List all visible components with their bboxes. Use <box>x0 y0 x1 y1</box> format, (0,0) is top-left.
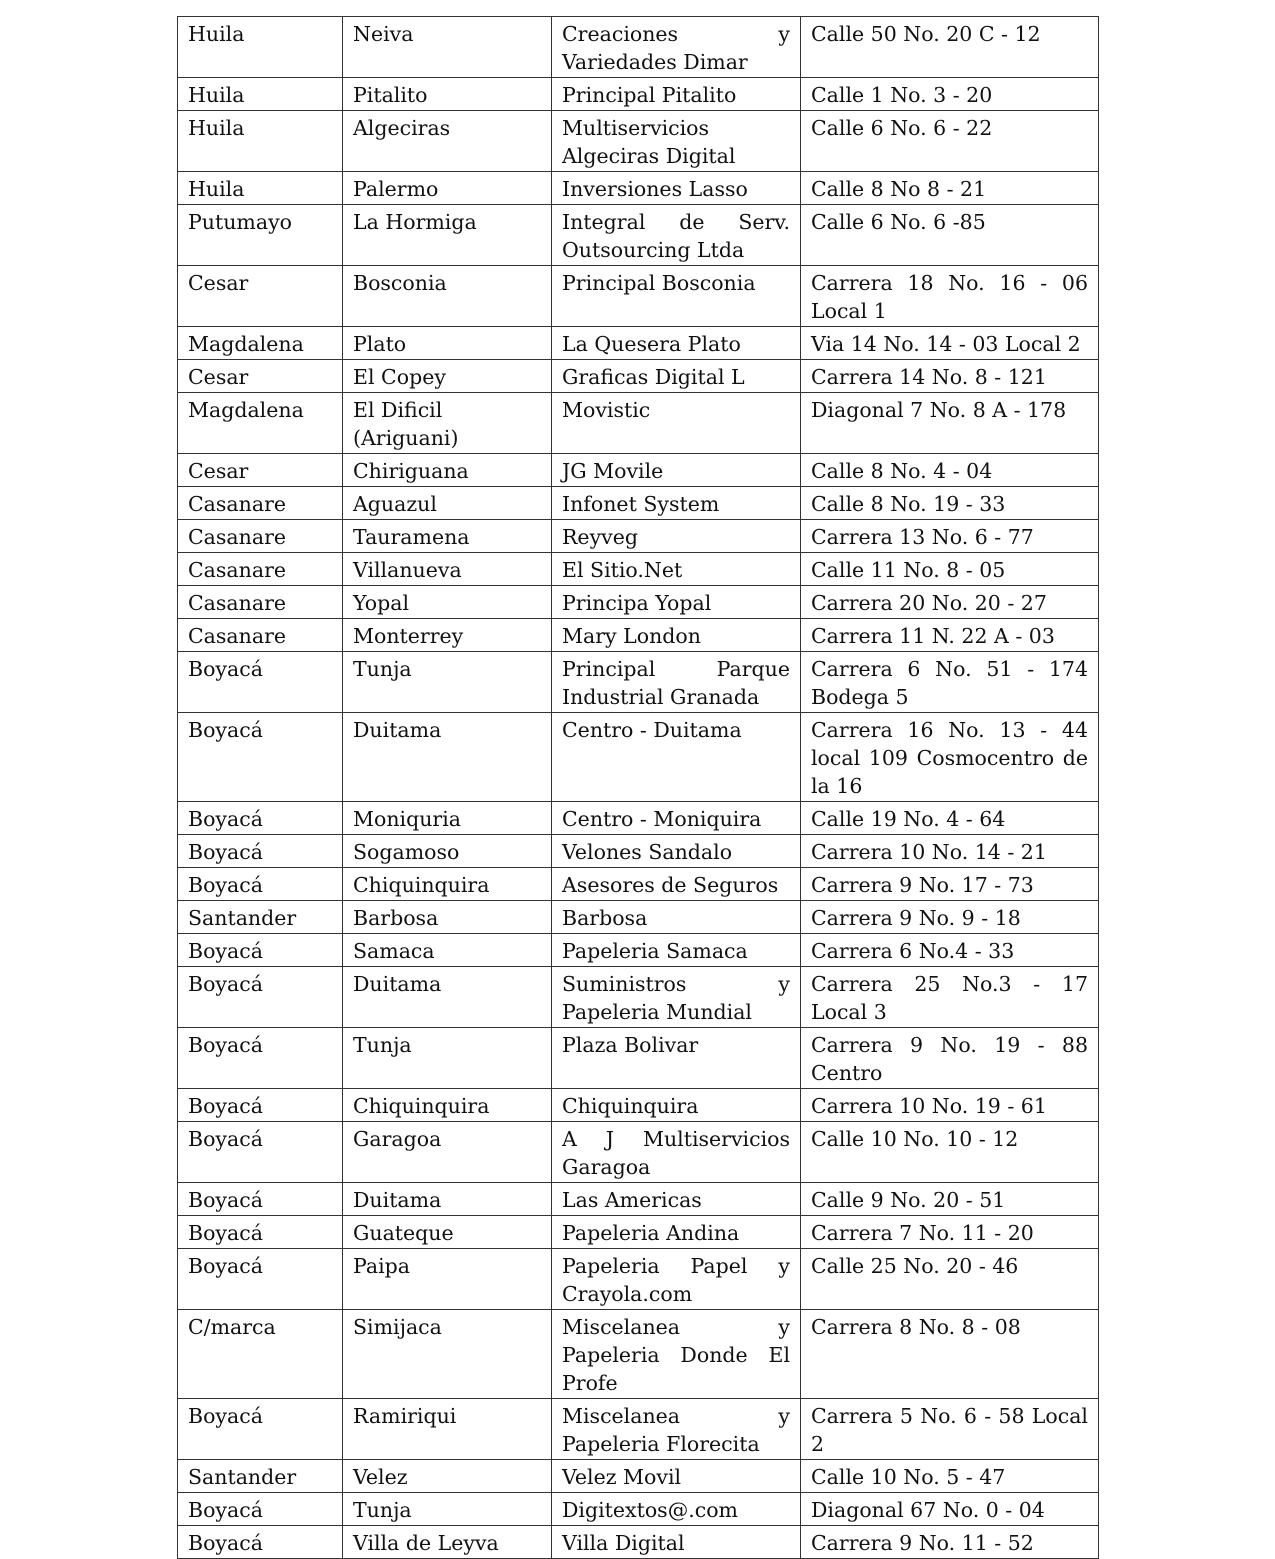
city-cell: Guateque <box>343 1216 552 1249</box>
city-cell: Samaca <box>343 934 552 967</box>
table-row <box>178 454 1099 487</box>
department-cell: Boyacá <box>178 1493 343 1526</box>
table-row <box>178 1089 1099 1122</box>
business-name-cell: El Sitio.Net <box>552 553 801 586</box>
table-row <box>178 1249 1099 1310</box>
address-cell: Carrera 10 No. 14 - 21 <box>801 835 1099 868</box>
city-cell: Moniquria <box>343 802 552 835</box>
table-row <box>178 1460 1099 1493</box>
address-cell: Calle 8 No. 19 - 33 <box>801 487 1099 520</box>
city-cell: Bosconia <box>343 266 552 327</box>
address-cell: Calle 8 No 8 - 21 <box>801 172 1099 205</box>
department-cell: Magdalena <box>178 393 343 454</box>
table-row <box>178 1310 1099 1399</box>
department-cell: Boyacá <box>178 1216 343 1249</box>
department-cell: Boyacá <box>178 1399 343 1460</box>
address-cell: Carrera 11 N. 22 A - 03 <box>801 619 1099 652</box>
table-row <box>178 1122 1099 1183</box>
business-name-cell: JG Movile <box>552 454 801 487</box>
table-row <box>178 1216 1099 1249</box>
department-cell: Santander <box>178 1460 343 1493</box>
city-cell: Chiquinquira <box>343 1089 552 1122</box>
address-cell: Via 14 No. 14 - 03 Local 2 <box>801 327 1099 360</box>
table-row <box>178 360 1099 393</box>
city-cell: Simijaca <box>343 1310 552 1399</box>
table-row <box>178 1028 1099 1089</box>
department-cell: Boyacá <box>178 835 343 868</box>
table-row <box>178 901 1099 934</box>
business-name-cell: Asesores de Seguros <box>552 868 801 901</box>
table-row <box>178 487 1099 520</box>
business-name-cell: Papeleria Andina <box>552 1216 801 1249</box>
table-row <box>178 520 1099 553</box>
address-cell: Calle 9 No. 20 - 51 <box>801 1183 1099 1216</box>
address-cell: Carrera 9 No. 17 - 73 <box>801 868 1099 901</box>
table-row <box>178 586 1099 619</box>
city-cell: Tunja <box>343 652 552 713</box>
address-cell: Carrera 20 No. 20 - 27 <box>801 586 1099 619</box>
business-name-cell: Miscelanea y Papeleria Florecita <box>552 1399 801 1460</box>
address-cell: Diagonal 67 No. 0 - 04 <box>801 1493 1099 1526</box>
city-cell: Yopal <box>343 586 552 619</box>
city-cell: Barbosa <box>343 901 552 934</box>
address-cell: Diagonal 7 No. 8 A - 178 <box>801 393 1099 454</box>
department-cell: C/marca <box>178 1310 343 1399</box>
address-cell: Calle 10 No. 10 - 12 <box>801 1122 1099 1183</box>
address-cell: Carrera 9 No. 11 - 52 <box>801 1526 1099 1559</box>
address-cell: Carrera 5 No. 6 - 58 Local 2 <box>801 1399 1099 1460</box>
city-cell: Plato <box>343 327 552 360</box>
business-name-cell: A J Multiservicios Garagoa <box>552 1122 801 1183</box>
city-cell: Paipa <box>343 1249 552 1310</box>
city-cell: Pitalito <box>343 78 552 111</box>
city-cell: Palermo <box>343 172 552 205</box>
business-name-cell: Centro - Moniquira <box>552 802 801 835</box>
department-cell: Boyacá <box>178 868 343 901</box>
department-cell: Huila <box>178 78 343 111</box>
city-cell: Villanueva <box>343 553 552 586</box>
city-cell: Ramiriqui <box>343 1399 552 1460</box>
table-row <box>178 967 1099 1028</box>
city-cell: Duitama <box>343 713 552 802</box>
table-row <box>178 327 1099 360</box>
business-name-cell: Infonet System <box>552 487 801 520</box>
city-cell: Monterrey <box>343 619 552 652</box>
department-cell: Boyacá <box>178 802 343 835</box>
business-name-cell: Papeleria Samaca <box>552 934 801 967</box>
address-cell: Calle 8 No. 4 - 04 <box>801 454 1099 487</box>
table-row <box>178 1526 1099 1559</box>
address-cell: Carrera 25 No.3 - 17 Local 3 <box>801 967 1099 1028</box>
department-cell: Cesar <box>178 360 343 393</box>
department-cell: Cesar <box>178 266 343 327</box>
table-row <box>178 802 1099 835</box>
department-cell: Huila <box>178 172 343 205</box>
table-row <box>178 553 1099 586</box>
table-row <box>178 652 1099 713</box>
city-cell: Velez <box>343 1460 552 1493</box>
address-cell: Calle 11 No. 8 - 05 <box>801 553 1099 586</box>
table-row <box>178 1493 1099 1526</box>
business-name-cell: Miscelanea y Papeleria Donde El Profe <box>552 1310 801 1399</box>
table-row <box>178 713 1099 802</box>
address-cell: Carrera 6 No. 51 - 174 Bodega 5 <box>801 652 1099 713</box>
business-name-cell: Principal Pitalito <box>552 78 801 111</box>
address-cell: Calle 50 No. 20 C - 12 <box>801 17 1099 78</box>
business-name-cell: La Quesera Plato <box>552 327 801 360</box>
city-cell: Duitama <box>343 967 552 1028</box>
locations-table <box>177 16 1099 1559</box>
city-cell: Algeciras <box>343 111 552 172</box>
department-cell: Huila <box>178 111 343 172</box>
table-row <box>178 619 1099 652</box>
city-cell: Sogamoso <box>343 835 552 868</box>
address-cell: Carrera 16 No. 13 - 44 local 109 Cosmocentro de la 16 <box>801 713 1099 802</box>
business-name-cell: Las Americas <box>552 1183 801 1216</box>
business-name-cell: Movistic <box>552 393 801 454</box>
business-name-cell: Multiservicios Algeciras Digital <box>552 111 801 172</box>
city-cell: Garagoa <box>343 1122 552 1183</box>
address-cell: Calle 10 No. 5 - 47 <box>801 1460 1099 1493</box>
business-name-cell: Velones Sandalo <box>552 835 801 868</box>
department-cell: Boyacá <box>178 967 343 1028</box>
city-cell: Tauramena <box>343 520 552 553</box>
business-name-cell: Centro - Duitama <box>552 713 801 802</box>
business-name-cell: Principal Bosconia <box>552 266 801 327</box>
department-cell: Casanare <box>178 586 343 619</box>
business-name-cell: Villa Digital <box>552 1526 801 1559</box>
business-name-cell: Chiquinquira <box>552 1089 801 1122</box>
business-name-cell: Principa Yopal <box>552 586 801 619</box>
city-cell: El Copey <box>343 360 552 393</box>
address-cell: Calle 1 No. 3 - 20 <box>801 78 1099 111</box>
address-cell: Carrera 9 No. 9 - 18 <box>801 901 1099 934</box>
department-cell: Boyacá <box>178 1028 343 1089</box>
business-name-cell: Digitextos@.com <box>552 1493 801 1526</box>
address-cell: Calle 19 No. 4 - 64 <box>801 802 1099 835</box>
department-cell: Putumayo <box>178 205 343 266</box>
department-cell: Casanare <box>178 487 343 520</box>
address-cell: Calle 6 No. 6 -85 <box>801 205 1099 266</box>
department-cell: Boyacá <box>178 1089 343 1122</box>
address-cell: Carrera 6 No.4 - 33 <box>801 934 1099 967</box>
table-row <box>178 205 1099 266</box>
department-cell: Boyacá <box>178 1526 343 1559</box>
table-row <box>178 393 1099 454</box>
table-row <box>178 868 1099 901</box>
city-cell: Villa de Leyva <box>343 1526 552 1559</box>
address-cell: Carrera 8 No. 8 - 08 <box>801 1310 1099 1399</box>
address-cell: Calle 6 No. 6 - 22 <box>801 111 1099 172</box>
business-name-cell: Creaciones y Variedades Dimar <box>552 17 801 78</box>
department-cell: Boyacá <box>178 934 343 967</box>
business-name-cell: Principal Parque Industrial Granada <box>552 652 801 713</box>
table-row <box>178 1183 1099 1216</box>
department-cell: Magdalena <box>178 327 343 360</box>
department-cell: Boyacá <box>178 652 343 713</box>
business-name-cell: Velez Movil <box>552 1460 801 1493</box>
table-row <box>178 78 1099 111</box>
business-name-cell: Mary London <box>552 619 801 652</box>
address-cell: Carrera 18 No. 16 - 06 Local 1 <box>801 266 1099 327</box>
department-cell: Casanare <box>178 619 343 652</box>
department-cell: Boyacá <box>178 1183 343 1216</box>
city-cell: Tunja <box>343 1493 552 1526</box>
table-row <box>178 1399 1099 1460</box>
department-cell: Cesar <box>178 454 343 487</box>
city-cell: El Dificil (Ariguani) <box>343 393 552 454</box>
business-name-cell: Barbosa <box>552 901 801 934</box>
city-cell: Neiva <box>343 17 552 78</box>
business-name-cell: Plaza Bolivar <box>552 1028 801 1089</box>
business-name-cell: Suministros y Papeleria Mundial <box>552 967 801 1028</box>
city-cell: Duitama <box>343 1183 552 1216</box>
business-name-cell: Graficas Digital L <box>552 360 801 393</box>
city-cell: Tunja <box>343 1028 552 1089</box>
address-cell: Carrera 9 No. 19 - 88 Centro <box>801 1028 1099 1089</box>
address-cell: Carrera 13 No. 6 - 77 <box>801 520 1099 553</box>
department-cell: Boyacá <box>178 1122 343 1183</box>
department-cell: Huila <box>178 17 343 78</box>
city-cell: Chiriguana <box>343 454 552 487</box>
table-row <box>178 266 1099 327</box>
business-name-cell: Inversiones Lasso <box>552 172 801 205</box>
address-cell: Calle 25 No. 20 - 46 <box>801 1249 1099 1310</box>
city-cell: La Hormiga <box>343 205 552 266</box>
department-cell: Boyacá <box>178 713 343 802</box>
department-cell: Casanare <box>178 553 343 586</box>
table-row <box>178 934 1099 967</box>
department-cell: Casanare <box>178 520 343 553</box>
business-name-cell: Reyveg <box>552 520 801 553</box>
table-body <box>178 17 1099 1559</box>
business-name-cell: Papeleria Papel y Crayola.com <box>552 1249 801 1310</box>
table-row <box>178 835 1099 868</box>
business-name-cell: Integral de Serv. Outsourcing Ltda <box>552 205 801 266</box>
department-cell: Boyacá <box>178 1249 343 1310</box>
address-cell: Carrera 10 No. 19 - 61 <box>801 1089 1099 1122</box>
city-cell: Aguazul <box>343 487 552 520</box>
city-cell: Chiquinquira <box>343 868 552 901</box>
table-row <box>178 17 1099 78</box>
table-row <box>178 111 1099 172</box>
table-row <box>178 172 1099 205</box>
department-cell: Santander <box>178 901 343 934</box>
address-cell: Carrera 14 No. 8 - 121 <box>801 360 1099 393</box>
address-cell: Carrera 7 No. 11 - 20 <box>801 1216 1099 1249</box>
